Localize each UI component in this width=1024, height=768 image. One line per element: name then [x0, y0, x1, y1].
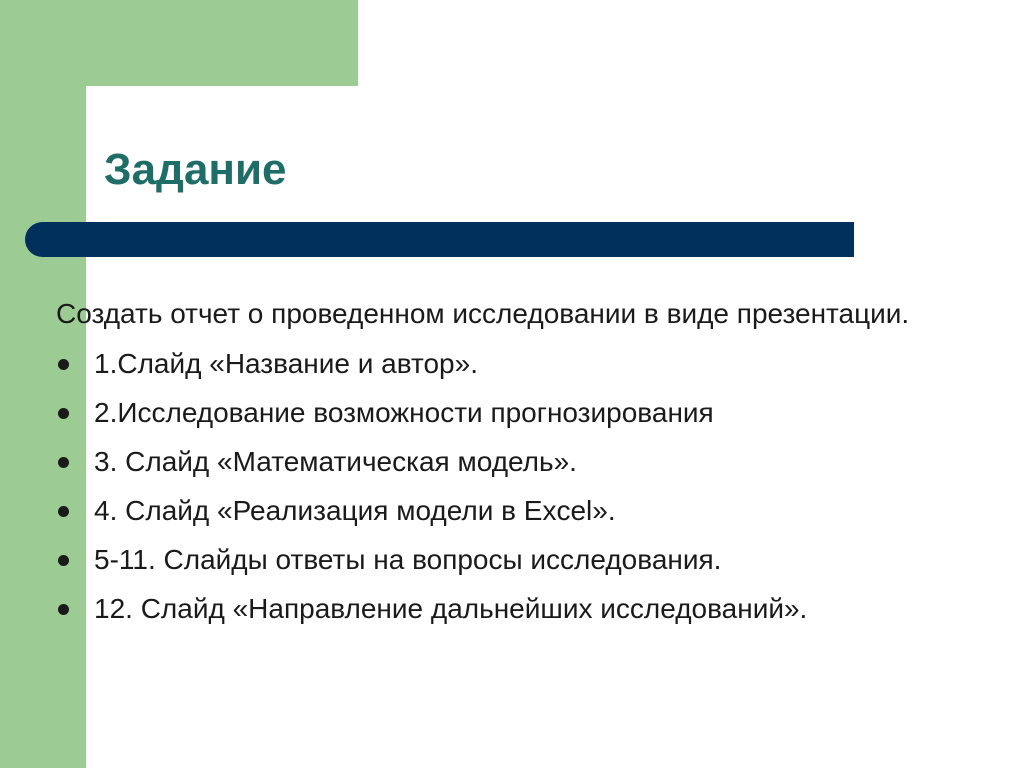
bullet-text: 5-11. Слайды ответы на вопросы исследования.	[94, 544, 722, 575]
bullet-text: 2.Исследование возможности прогнозирования	[94, 397, 714, 428]
bullet-text: 4. Слайд «Реализация модели в Excel».	[94, 495, 616, 526]
bullet-item-6	[56, 589, 956, 629]
bullet-dot-icon	[58, 506, 69, 517]
bullet-text: 1.Слайд «Название и автор».	[94, 348, 478, 379]
bullet-dot-icon	[58, 359, 69, 370]
bullet-item-2	[56, 393, 956, 433]
slide-title: Задание	[104, 145, 287, 194]
bullet-list	[56, 344, 956, 629]
bullet-item-5	[56, 540, 956, 580]
bullet-item-4	[56, 491, 956, 531]
bullet-dot-icon	[58, 604, 69, 615]
bullet-dot-icon	[58, 457, 69, 468]
bullet-text: 3. Слайд «Математическая модель».	[94, 446, 577, 477]
intro-paragraph: Создать отчет о проведенном исследовании в виде презентации.	[56, 298, 910, 329]
slide-body	[56, 294, 956, 638]
green-top-band	[0, 0, 358, 86]
bullet-dot-icon	[58, 408, 69, 419]
bullet-item-3	[56, 442, 956, 482]
title-underline-bar	[25, 222, 854, 257]
bullet-dot-icon	[58, 555, 69, 566]
bullet-item-1	[56, 344, 956, 384]
bullet-text: 12. Слайд «Направление дальнейших исследований».	[94, 593, 808, 624]
